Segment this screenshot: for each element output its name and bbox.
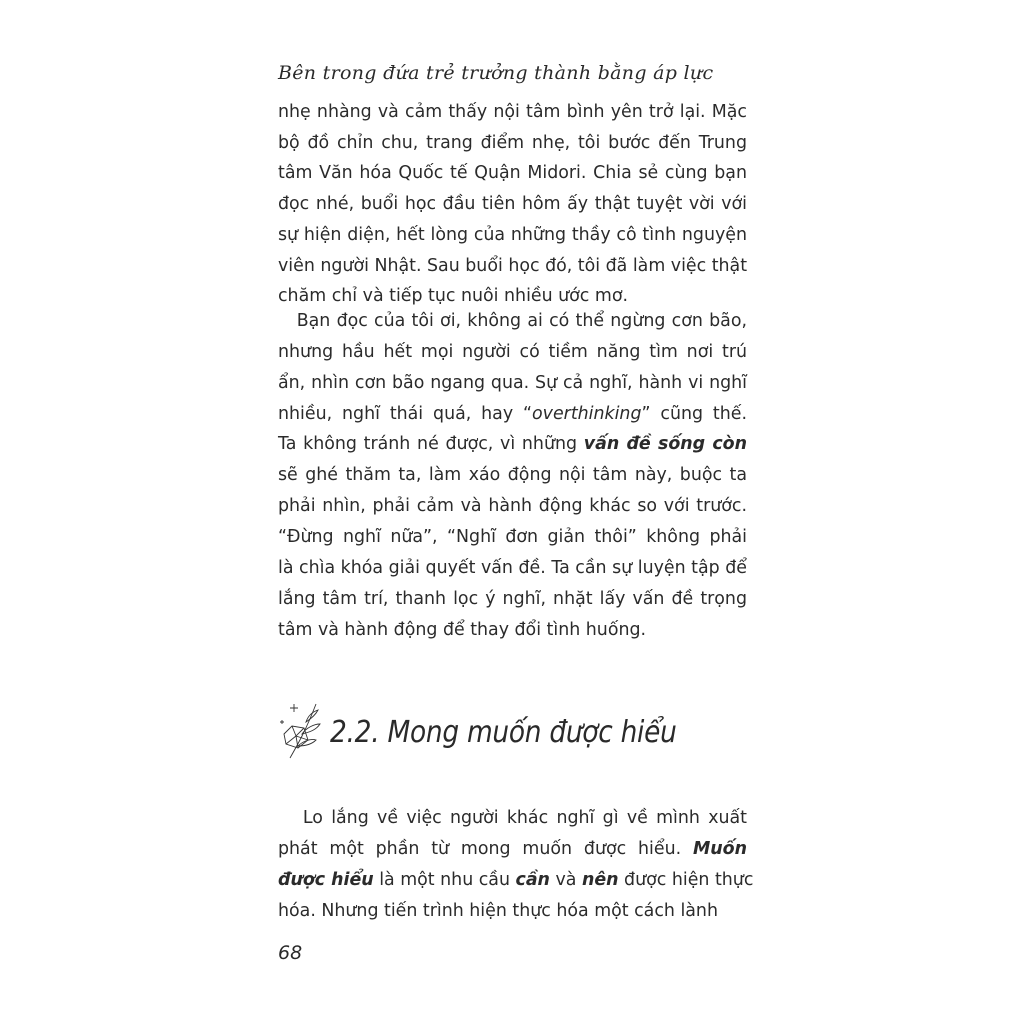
text-segment: nhẹ nhàng và cảm thấy nội tâm bình yên trở lại. Mặc (278, 102, 747, 122)
text-line (278, 463, 747, 487)
text-line (278, 161, 747, 185)
text-line (278, 309, 747, 333)
text-segment: tâm Văn hóa Quốc tế Quận Midori. Chia sẻ cùng bạn (278, 163, 747, 183)
text-line (278, 587, 747, 611)
emphasis-text: nên (581, 870, 619, 890)
text-segment: Ta không tránh né được, vì những (278, 434, 584, 454)
text-line (278, 192, 747, 216)
text-line (278, 868, 754, 892)
text-segment: sẽ ghé thăm ta, làm xáo động nội tâm này, buộc ta (278, 465, 747, 485)
text-line (278, 899, 747, 923)
text-segment: là chìa khóa giải quyết vấn đề. Ta cần sự luyện tập để (278, 558, 747, 578)
page-number: 68 (278, 942, 303, 964)
text-line (278, 556, 747, 580)
text-line (278, 284, 747, 308)
text-segment: được hiện thực (618, 870, 754, 890)
text-line (278, 254, 747, 278)
text-segment: đọc nhé, buổi học đầu tiên hôm ấy thật tuyệt vời với (278, 194, 747, 214)
text-line (278, 494, 747, 518)
emphasis-text: Muốn (692, 839, 747, 859)
text-segment: “Đừng nghĩ nữa”, “Nghĩ đơn giản thôi” không phải (278, 527, 747, 547)
text-segment: tâm và hành động để thay đổi tình huống. (278, 620, 647, 640)
text-segment: bộ đồ chỉn chu, trang điểm nhẹ, tôi bước đến Trung (278, 133, 747, 153)
text-segment: sự hiện diện, hết lòng của những thầy cô tình nguyện (278, 225, 747, 245)
text-segment: ” cũng thế. (641, 404, 747, 424)
emphasis-text: cần (515, 870, 550, 890)
text-line (278, 432, 747, 456)
text-segment: là một nhu cầu (373, 870, 516, 890)
text-line (278, 402, 747, 426)
text-segment: và (549, 870, 582, 890)
text-segment: Lo lắng về việc người khác nghĩ gì về mình xuất (278, 808, 747, 828)
text-line (278, 100, 747, 124)
crystal-leaf-ornament-icon (276, 700, 324, 762)
text-segment: nhiều, nghĩ thái quá, hay “ (278, 404, 533, 424)
text-segment: nhưng hầu hết mọi người có tiềm năng tìm nơi trú (278, 342, 747, 362)
text-segment: Bạn đọc của tôi ơi, không ai có thể ngừng cơn bão, (278, 311, 747, 331)
text-segment: lắng tâm trí, thanh lọc ý nghĩ, nhặt lấy vấn đề trọng (278, 589, 747, 609)
running-header: Bên trong đứa trẻ trưởng thành bằng áp lực (278, 62, 714, 84)
text-segment: ẩn, nhìn cơn bão ngang qua. Sự cả nghĩ, hành vi nghĩ (278, 373, 747, 393)
text-segment: phát một phần từ mong muốn được hiểu. (278, 839, 693, 859)
emphasis-text: overthinking (532, 404, 642, 424)
text-segment: viên người Nhật. Sau buổi học đó, tôi đã làm việc thật (278, 256, 748, 276)
text-line (278, 525, 747, 549)
emphasis-text: được hiểu (278, 870, 374, 890)
emphasis-text: vấn đề sống còn (583, 434, 748, 454)
text-line (278, 223, 747, 247)
text-segment: hóa. Nhưng tiến trình hiện thực hóa một cách lành (278, 901, 718, 921)
text-segment: phải nhìn, phải cảm và hành động khác so với trước. (278, 496, 747, 516)
text-line (278, 618, 747, 642)
text-line (278, 806, 747, 830)
text-line (278, 837, 747, 861)
text-line (278, 131, 747, 155)
text-line (278, 340, 747, 364)
text-segment: chăm chỉ và tiếp tục nuôi nhiều ước mơ. (278, 286, 629, 306)
section-heading: 2.2. Mong muốn được hiểu (330, 715, 677, 750)
text-line (278, 371, 747, 395)
